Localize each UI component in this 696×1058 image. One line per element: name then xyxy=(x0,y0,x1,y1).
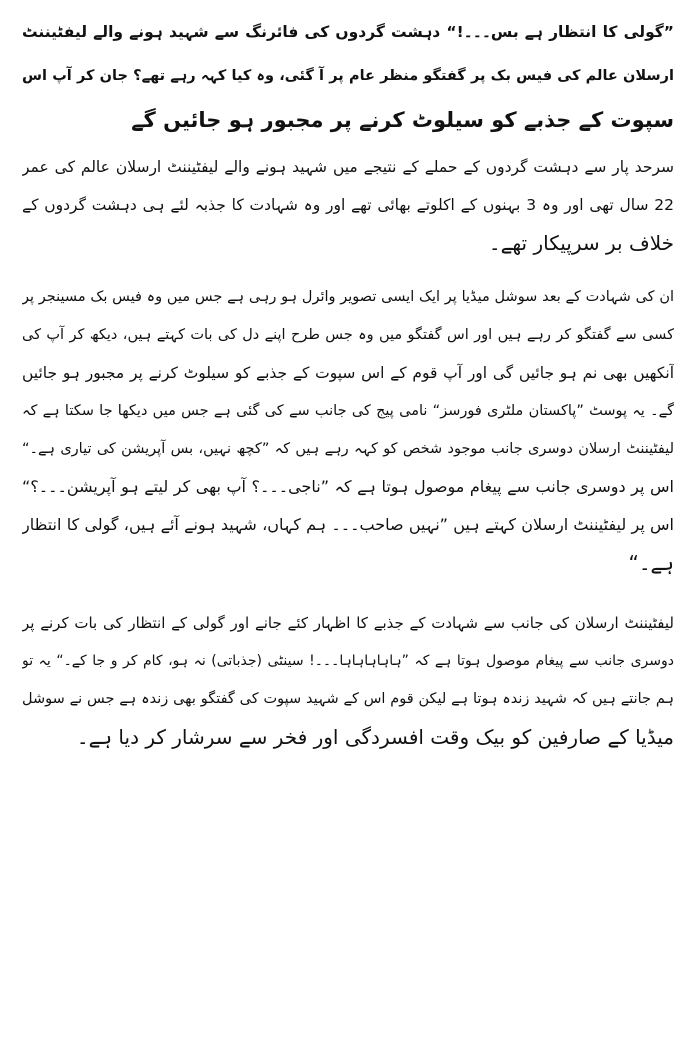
text-line: لیفٹیننٹ ارسلان کی جانب سے شہادت کے جذبے کا اظہار کئے جانے اور گولی کے انتظار کی بات کرنے پر xyxy=(22,614,674,632)
lead-line: سپوت کے جذبے کو سیلوٹ کرنے پر مجبور ہو جائیں گے xyxy=(131,108,674,132)
text-line: خلاف بر سرپیکار تھے۔ xyxy=(488,231,674,255)
text-line: سرحد پار سے دہشت گردوں کے حملے کے نتیجے میں شہید ہونے والے لیفٹیننٹ ارسلان عالم کی عمر xyxy=(22,158,674,176)
lead-line: ارسلان عالم کی فیس بک پر گفتگو منظر عام پر آ گئی، وہ کیا کہہ رہے تھے؟ جان کر آپ اس xyxy=(22,68,674,84)
text-line: لیفٹیننٹ ارسلان دوسری جانب موجود شخص کو کہہ رہے ہیں کہ ”کچھ نہیں، بس آپریشن کی تیاری ہے۔“ xyxy=(22,441,674,457)
text-line: دوسری جانب سے پیغام موصول ہوتا ہے کہ ”ہاہاہاہاہا۔۔۔! سینٹی (جذباتی) نہ ہو، کام کر و جا کے۔“ یہ تو xyxy=(22,653,674,669)
article-body xyxy=(22,10,674,756)
text-line: ان کی شہادت کے بعد سوشل میڈیا پر ایک ایسی تصویر وائرل ہو رہی ہے جس میں وہ فیس بک مسینجر پر xyxy=(22,289,674,305)
lead-paragraph xyxy=(22,10,674,142)
text-line: گے۔ یہ پوسٹ ”پاکستان ملٹری فورسز“ نامی پیج کی جانب سے کی گئی ہے جس میں دیکھا جا سکتا ہے کہ xyxy=(22,403,674,419)
text-line: ہم جانتے ہیں کہ شہید زندہ ہوتا ہے لیکن قوم اس کے شہید سپوت کی گفتگو بھی زندہ ہے جس نے سوشل xyxy=(22,691,674,707)
text-line: میڈیا کے صارفین کو بیک وقت افسردگی اور فخر سے سرشار کر دیا ہے۔ xyxy=(76,725,674,749)
lead-line: ”گولی کا انتظار ہے بس۔۔۔!“ دہشت گردوں کی فائرنگ سے شہید ہونے والے لیفٹیننٹ xyxy=(22,23,674,41)
paragraph-2 xyxy=(22,278,674,582)
text-line: ہے۔“ xyxy=(628,551,674,575)
text-line: کسی سے گفتگو کر رہے ہیں اور اس گفتگو میں وہ جس طرح اپنے دل کی بات کہتے ہیں، دیکھ کر آپ کی xyxy=(22,327,674,343)
text-line: اس پر لیفٹیننٹ ارسلان کہتے ہیں ”نہیں صاحب۔۔۔ ہم کہاں، شہید ہونے آئے ہیں، گولی کا انتظار xyxy=(22,515,674,534)
paragraph-3 xyxy=(22,604,674,756)
text-line: 22 سال تھی اور وہ 3 بہنوں کے اکلوتے بھائی تھے اور وہ شہادت کا جذبہ لئے ہی دہشت گردوں کے xyxy=(22,196,674,214)
text-line: آنکھیں بھی نم ہو جائیں گی اور آپ قوم کے اس سپوت کے جذبے کو سیلوٹ کرنے پر مجبور ہو جائیں xyxy=(22,364,674,382)
paragraph-1 xyxy=(22,148,674,262)
text-line: اس پر دوسری جانب سے پیغام موصول ہوتا ہے کہ ”ناجی۔۔۔؟ آپ بھی کر لیتے ہو آپریشن۔۔۔؟“ xyxy=(22,477,674,496)
